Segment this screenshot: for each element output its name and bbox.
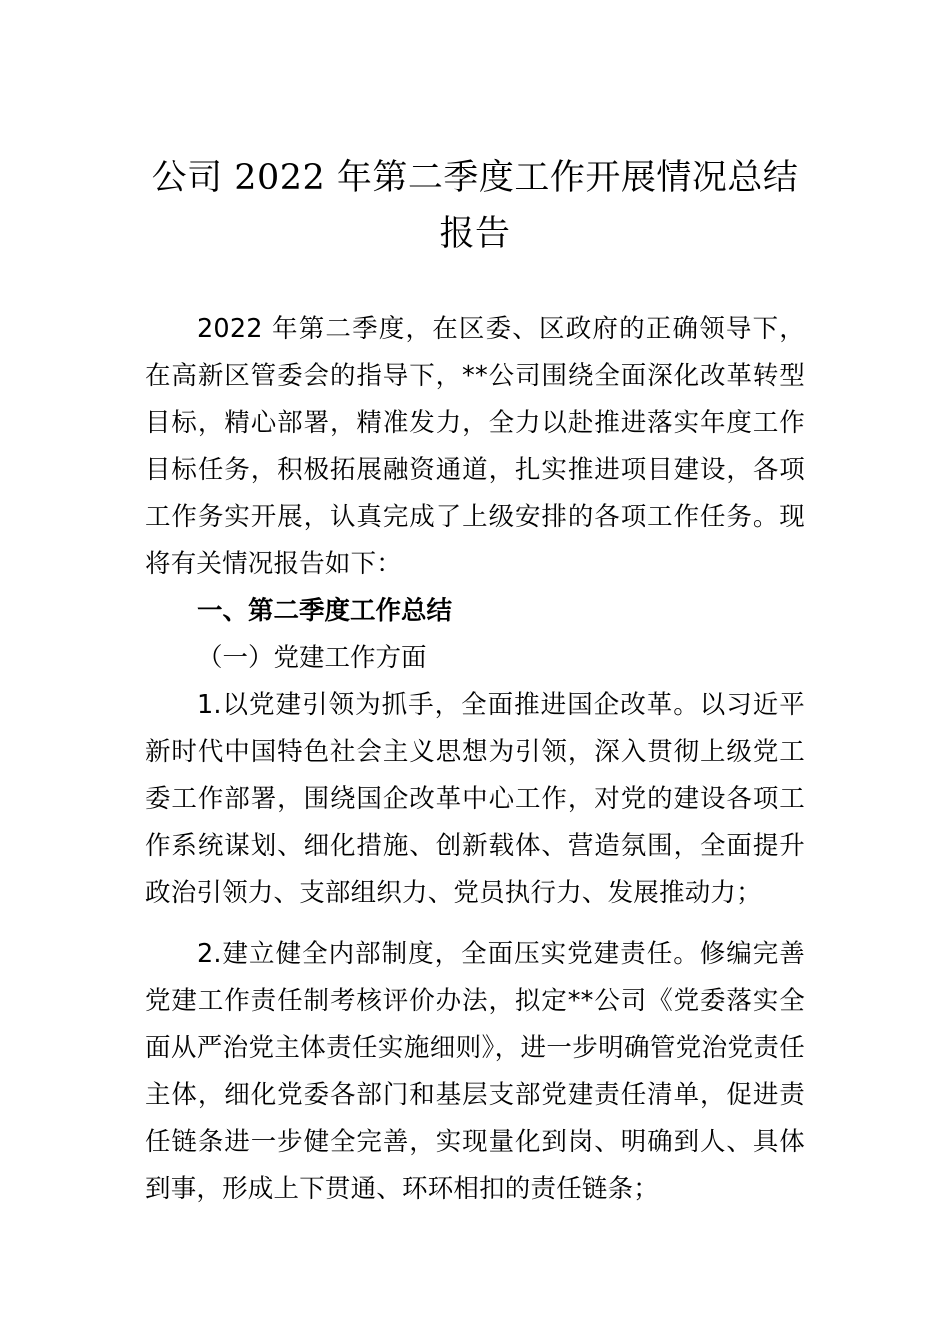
section-heading-1: 一、第二季度工作总结 [197,596,453,626]
page-title: 公司 2022 年第二季度工作开展情况总结报告 [151,158,799,254]
paragraph-intro: 2022 年第二季度，在区委、区政府的正确领导下，在高新区管委会的指导下，**公司围绕全面深化改革转型目标，精心部署，精准发力，全力以赴推进落实年度工作目标任务，积极拓展融资通道，扎实推进项目建设，各项工作务实开展，认真完成了上级安排的各项工作任务。现将有关情况报告如下： [145,314,805,579]
paragraph-item-2: 2.建立健全内部制度，全面压实党建责任。修编完善党建工作责任制考核评价办法，拟定**公司《党委落实全面从严治党主体责任实施细则》，进一步明确管党治党责任主体，细化党委各部门和基层支部党建责任清单，促进责任链条进一步健全完善，实现量化到岗、明确到人、具体到事，形成上下贯通、环环相扣的责任链条； [145,939,805,1204]
paragraph-item-1: 1.以党建引领为抓手，全面推进国企改革。以习近平新时代中国特色社会主义思想为引领，深入贯彻上级党工委工作部署，围绕国企改革中心工作，对党的建设各项工作系统谋划、细化措施、创新载体、营造氛围，全面提升政治引领力、支部组织力、党员执行力、发展推动力； [145,690,805,908]
subsection-heading-1: （一）党建工作方面 [197,643,427,673]
